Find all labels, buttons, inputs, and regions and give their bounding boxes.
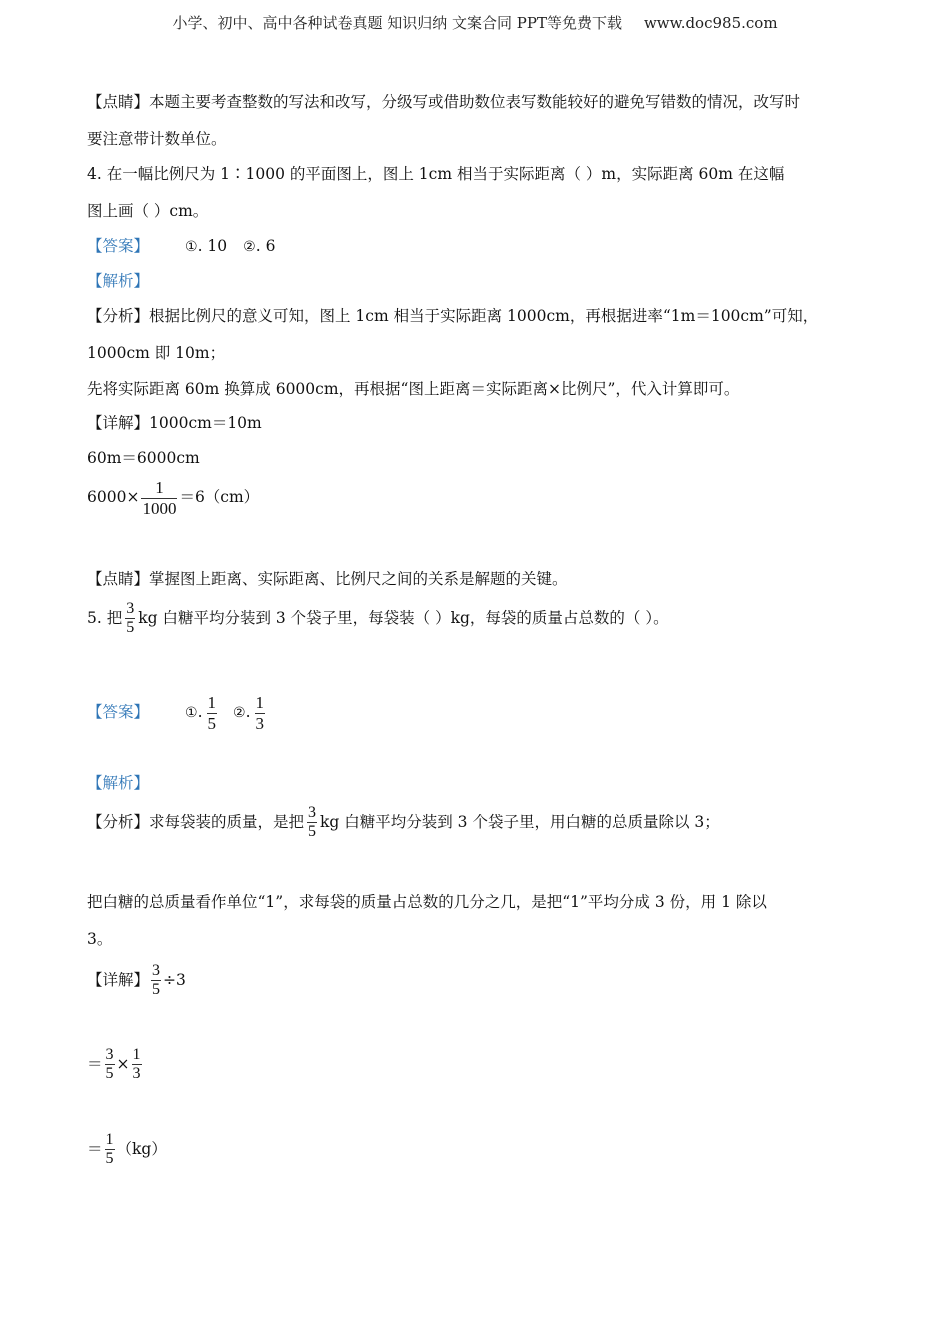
dianjing-prev-line1: 【点睛】本题主要考查整数的写法和改写，分级写或借助数位表写数能较好的避免写错数的情况，改写时	[87, 93, 801, 111]
fraction-numerator: 3	[152, 962, 161, 979]
fraction-denominator: 5	[152, 981, 161, 999]
q4-analysis-label: 【解析】	[87, 272, 150, 290]
fraction-denominator: 5	[126, 619, 135, 637]
fraction-numerator: 1	[207, 693, 217, 712]
q4-line2: 图上画（ ）cm。	[87, 202, 209, 220]
q4-calc-fraction	[141, 478, 177, 518]
q5-stem	[87, 600, 669, 638]
q4-ans1-mark: ①	[185, 239, 198, 255]
q5-d1-fraction	[151, 962, 161, 1000]
q5-fenxi-fraction	[307, 804, 317, 842]
q5-prefix: 5. 把	[87, 608, 123, 627]
q5-answer: 【答案】 ①. $\frac{1}{5}$ ②. $\frac{1}{3}$	[87, 693, 265, 733]
q5-detail-step1	[87, 962, 186, 1000]
q5-d3-prefix: ＝	[87, 1139, 103, 1158]
q4-detail-line1: 【详解】1000cm＝10m	[87, 414, 262, 432]
fraction-numerator: 3	[308, 804, 317, 821]
q4-line1: 4. 在一幅比例尺为 1∶1000 的平面图上，图上 1cm 相当于实际距离（ ）m，实际距离 60m 在这幅	[87, 165, 785, 183]
q5-para-line1: 把白糖的总质量看作单位“1”，求每袋的质量占总数的几分之几，是把“1”平均分成 3 份，用 1 除以	[87, 893, 767, 911]
q4-answer-label: 【答案】	[87, 237, 150, 255]
q4-ans2-value: . 6	[255, 237, 276, 255]
q4-ans1-value: . 10	[197, 237, 228, 255]
q5-fenxi-prefix: 【分析】求每袋装的质量，是把	[87, 812, 305, 831]
q4-answer	[87, 234, 275, 256]
q5-detail-step2	[87, 1046, 144, 1084]
fraction-denominator: 3	[132, 1065, 141, 1083]
header-url[interactable]: www.doc985.com	[643, 14, 778, 32]
q5-ans1-mark: ①	[185, 705, 198, 722]
q5-analysis-label: 【解析】	[87, 774, 150, 792]
q4-detail-line2: 60m＝6000cm	[87, 449, 200, 467]
q5-d3-fraction	[105, 1131, 115, 1169]
q5-detail-step3	[87, 1131, 167, 1169]
q5-para-line2: 3。	[87, 930, 113, 948]
q5-d1-suffix: ÷3	[163, 970, 186, 989]
dianjing-prev-line2: 要注意带计数单位。	[87, 130, 227, 148]
q5-detail-label: 【详解】	[87, 970, 150, 989]
fraction-denominator: 5	[207, 713, 217, 733]
q5-suffix: kg 白糖平均分装到 3 个袋子里，每袋装（ ）kg，每袋的质量占总数的（ ）。	[138, 608, 669, 627]
header-text: 小学、初中、高中各种试卷真题 知识归纳 文案合同 PPT等免费下载	[172, 14, 622, 32]
q4-calc-suffix: ＝6（cm）	[179, 488, 260, 507]
fraction-denominator: 5	[105, 1065, 114, 1083]
q5-ans1-fraction	[207, 693, 218, 733]
fraction-numerator: 1	[255, 693, 265, 712]
fraction-numerator: 1	[132, 1046, 141, 1063]
q5-d2-operator: ×	[116, 1054, 130, 1073]
fraction-denominator: 5	[308, 823, 317, 841]
fraction-numerator: 3	[126, 600, 135, 617]
q5-fraction	[125, 600, 135, 638]
fraction-denominator: 1000	[142, 498, 177, 518]
q4-calc	[87, 478, 259, 518]
q5-d2-prefix: ＝	[87, 1054, 103, 1073]
q5-ans2-mark: ②	[233, 705, 246, 722]
q4-ans2-mark: ②	[243, 239, 256, 255]
q4-calc-prefix: 6000×	[87, 488, 140, 507]
q4-fenxi-line2: 1000cm 即 10m；	[87, 344, 226, 362]
fraction-denominator: 5	[105, 1150, 114, 1168]
fraction-numerator: 3	[105, 1046, 114, 1063]
q5-ans2-fraction	[255, 693, 266, 733]
fraction-denominator: 3	[255, 713, 265, 733]
q4-fenxi-line1: 【分析】根据比例尺的意义可知，图上 1cm 相当于实际距离 1000cm，再根据进率“1m＝100cm”可知，	[87, 307, 819, 325]
fraction-numerator: 1	[155, 478, 164, 497]
q5-d2-fraction-b	[132, 1046, 142, 1084]
fraction-numerator: 1	[105, 1131, 114, 1148]
page-header	[0, 12, 950, 33]
q5-fenxi	[87, 804, 720, 842]
q4-fenxi-line3: 先将实际距离 60m 换算成 6000cm，再根据“图上距离＝实际距离×比例尺”，代入计算即可。	[87, 380, 740, 398]
q5-answer-label: 【答案】	[87, 703, 150, 722]
q5-fenxi-suffix: kg 白糖平均分装到 3 个袋子里，用白糖的总质量除以 3；	[320, 812, 720, 831]
q5-d2-fraction-a	[105, 1046, 115, 1084]
q5-d3-suffix: （kg）	[116, 1139, 167, 1158]
q4-dianjing: 【点睛】掌握图上距离、实际距离、比例尺之间的关系是解题的关键。	[87, 570, 568, 588]
